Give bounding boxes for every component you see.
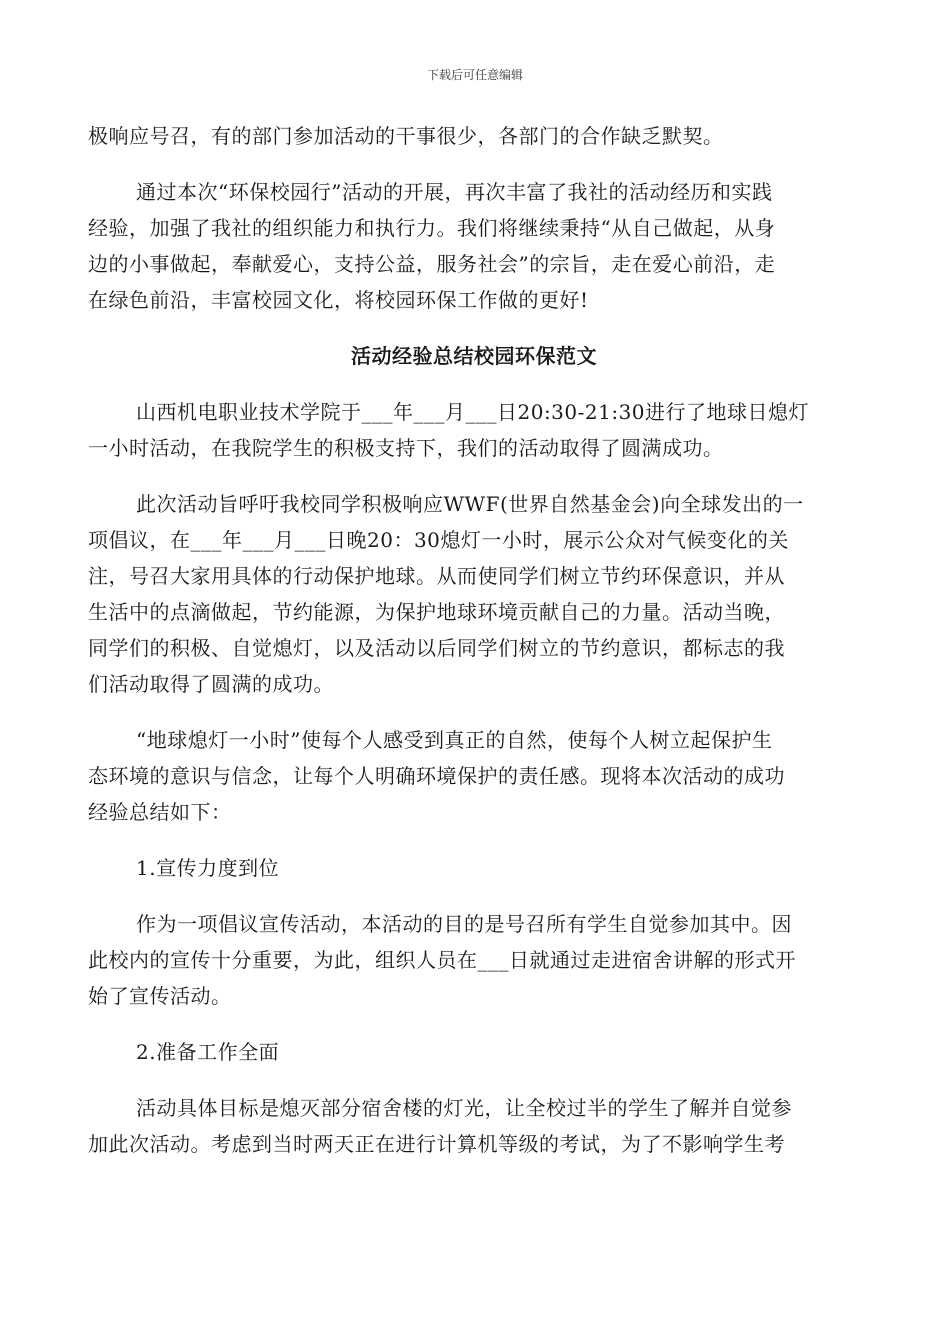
text-line: 此校内的宣传十分重要，为此，组织人员在___日就通过走进宿舍讲解的形式开 [88,948,796,972]
text-line: 项倡议，在___年___月___日晚20：30熄灯一小时，展示公众对气候变化的关 [88,528,789,552]
text-line: 生活中的点滴做起，节约能源，为保护地球环境贡献自己的力量。活动当晚， [88,600,785,624]
paragraph-gap [88,702,860,722]
paragraph [88,394,860,466]
text-line: 经验总结如下： [88,800,232,824]
paragraph-gap [88,466,860,486]
paragraph-gap [88,886,860,906]
section-title: 活动经验总结校园环保范文 [351,344,597,368]
subheading: 1.宣传力度到位 [136,856,280,880]
paragraph [88,722,860,830]
text-line: 始了宣传活动。 [88,984,232,1008]
text-line: 通过本次“环保校园行”活动的开展，再次丰富了我社的活动经历和实践 [136,180,773,204]
paragraph-gap [88,154,860,174]
paragraph [88,486,860,702]
paragraph [88,174,860,318]
paragraph [88,118,860,154]
paragraph [88,906,860,1014]
text-line: 作为一项倡议宣传活动，本活动的目的是号召所有学生自觉参加其中。因 [136,912,792,936]
text-line: 们活动取得了圆满的成功。 [88,672,334,696]
paragraph-gap [88,374,860,394]
text-line: “地球熄灯一小时”使每个人感受到真正的自然，使每个人树立起保护生 [136,728,773,752]
text-line: 边的小事做起，奉献爱心，支持公益，服务社会”的宗旨，走在爱心前沿，走 [88,252,776,276]
paragraph-gap [88,318,860,338]
page-header-note: 下载后可任意编辑 [426,68,523,82]
subheading: 2.准备工作全面 [136,1040,280,1064]
paragraph-gap [88,830,860,850]
text-line: 一小时活动，在我院学生的积极支持下，我们的活动取得了圆满成功。 [88,436,724,460]
text-line: 态环境的意识与信念，让每个人明确环境保护的责任感。现将本次活动的成功 [88,764,785,788]
text-line: 经验，加强了我社的组织能力和执行力。我们将继续秉持“从自己做起，从身 [88,216,776,240]
document-body [88,118,860,1162]
text-line: 加此次活动。考虑到当时两天正在进行计算机等级的考试，为了不影响学生考 [88,1132,785,1156]
text-line: 活动具体目标是熄灭部分宿舍楼的灯光，让全校过半的学生了解并自觉参 [136,1096,792,1120]
text-line: 同学们的积极、自觉熄灯，以及活动以后同学们树立的节约意识，都标志的我 [88,636,785,660]
paragraph [88,1090,860,1162]
paragraph-gap [88,1070,860,1090]
paragraph-gap [88,1014,860,1034]
text-line: 注，号召大家用具体的行动保护地球。从而使同学们树立节约环保意识，并从 [88,564,785,588]
text-line: 山西机电职业技术学院于___年___月___日20:30-21:30进行了地球日熄灯 [136,400,810,424]
text-line: 极响应号召，有的部门参加活动的干事很少，各部门的合作缺乏默契。 [88,124,724,148]
text-line: 此次活动旨呼吁我校同学积极响应WWF(世界自然基金会)向全球发出的一 [136,492,804,516]
text-line: 在绿色前沿，丰富校园文化，将校园环保工作做的更好! [88,288,589,312]
